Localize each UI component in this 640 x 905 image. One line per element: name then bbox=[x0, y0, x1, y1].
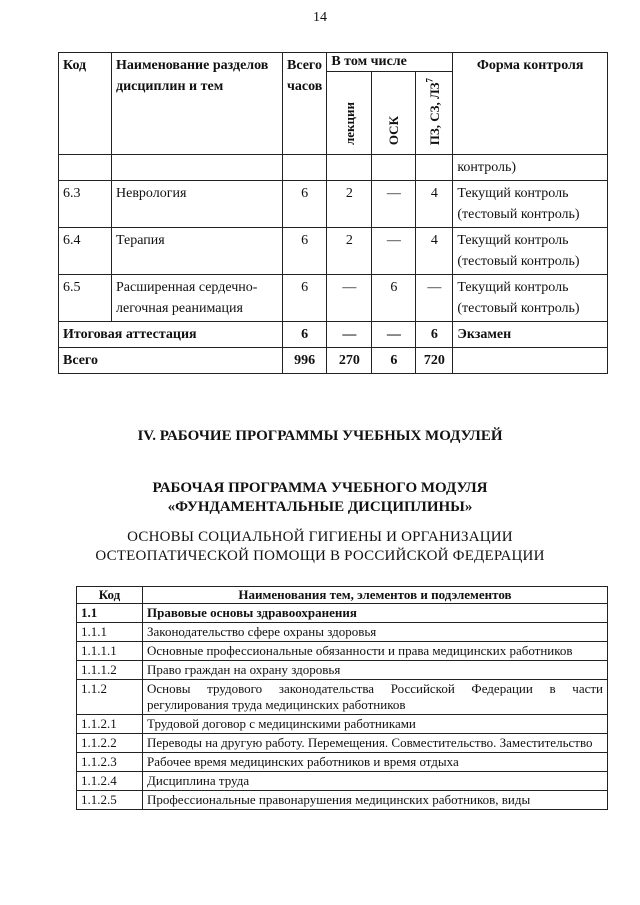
continuation-row bbox=[59, 155, 608, 181]
table-row: 6.5 Расширенная сердечно-легочная реанимация 6 — 6 — Текущий контроль (тестовый контроль) bbox=[59, 275, 608, 322]
topics-table bbox=[76, 586, 608, 810]
table-row: 1.1.1.2 Право граждан на охрану здоровья bbox=[77, 661, 608, 680]
final-attestation-row: Итоговая аттестация 6 — — 6 Экзамен bbox=[59, 322, 608, 348]
table-row: 1.1.2.4 Дисциплина труда bbox=[77, 772, 608, 791]
header-code: Код bbox=[59, 53, 112, 155]
table-row: 1.1.2.2 Переводы на другую работу. Перемещения. Совместительство. Заместительство bbox=[77, 734, 608, 753]
table-row: 1.1.2.5 Профессиональные правонарушения медицинских работников, виды bbox=[77, 791, 608, 810]
topic-heading: ОСНОВЫ СОЦИАЛЬНОЙ ГИГИЕНЫ И ОРГАНИЗАЦИИ ОСТЕОПАТИЧЕСКОЙ ПОМОЩИ В РОССИЙСКОЙ ФЕДЕРАЦИИ bbox=[95, 529, 545, 564]
table-row: 1.1.2 Основы трудового законодательства Российской Федерации в части регулирования труда медицинских работников bbox=[77, 680, 608, 715]
header-osk: ОСК bbox=[372, 72, 416, 155]
table-header-row bbox=[59, 53, 608, 72]
header-pz: ПЗ, СЗ, $ЛЗ^7$ bbox=[416, 72, 453, 155]
table-header-row bbox=[77, 587, 608, 604]
continuation-text: контроль) bbox=[453, 155, 608, 181]
header-lectures: лекции bbox=[327, 72, 372, 155]
table-row: 1.1 Правовые основы здравоохранения bbox=[77, 604, 608, 623]
table-row: 1.1.1 Законодательство сфере охраны здоровья bbox=[77, 623, 608, 642]
header-including: В том числе bbox=[327, 53, 453, 72]
header-code: Код bbox=[77, 587, 143, 604]
table-row: 1.1.2.3 Рабочее время медицинских работников и время отдыха bbox=[77, 753, 608, 772]
module-heading: РАБОЧАЯ ПРОГРАММА УЧЕБНОГО МОДУЛЯ «ФУНДАМЕНТАЛЬНЫЕ ДИСЦИПЛИНЫ» bbox=[152, 480, 488, 515]
header-name: Наименования тем, элементов и подэлементов bbox=[143, 587, 608, 604]
disciplines-hours-table bbox=[58, 52, 608, 374]
table-row: 1.1.2.1 Трудовой договор с медицинскими работниками bbox=[77, 715, 608, 734]
table-row: 6.4 Терапия 6 2 — 4 Текущий контроль (тестовый контроль) bbox=[59, 228, 608, 275]
page-number: 14 bbox=[313, 10, 327, 25]
section-heading: IV. РАБОЧИЕ ПРОГРАММЫ УЧЕБНЫХ МОДУЛЕЙ bbox=[137, 428, 503, 444]
total-row: Всего 996 270 6 720 bbox=[59, 348, 608, 374]
header-name: Наименование разделов дисциплин и тем bbox=[112, 53, 283, 155]
header-form: Форма контроля bbox=[453, 53, 608, 155]
header-total: Всего часов bbox=[283, 53, 327, 155]
table-row: 6.3 Неврология 6 2 — 4 Текущий контроль (тестовый контроль) bbox=[59, 181, 608, 228]
table-row: 1.1.1.1 Основные профессиональные обязанности и права медицинских работников bbox=[77, 642, 608, 661]
